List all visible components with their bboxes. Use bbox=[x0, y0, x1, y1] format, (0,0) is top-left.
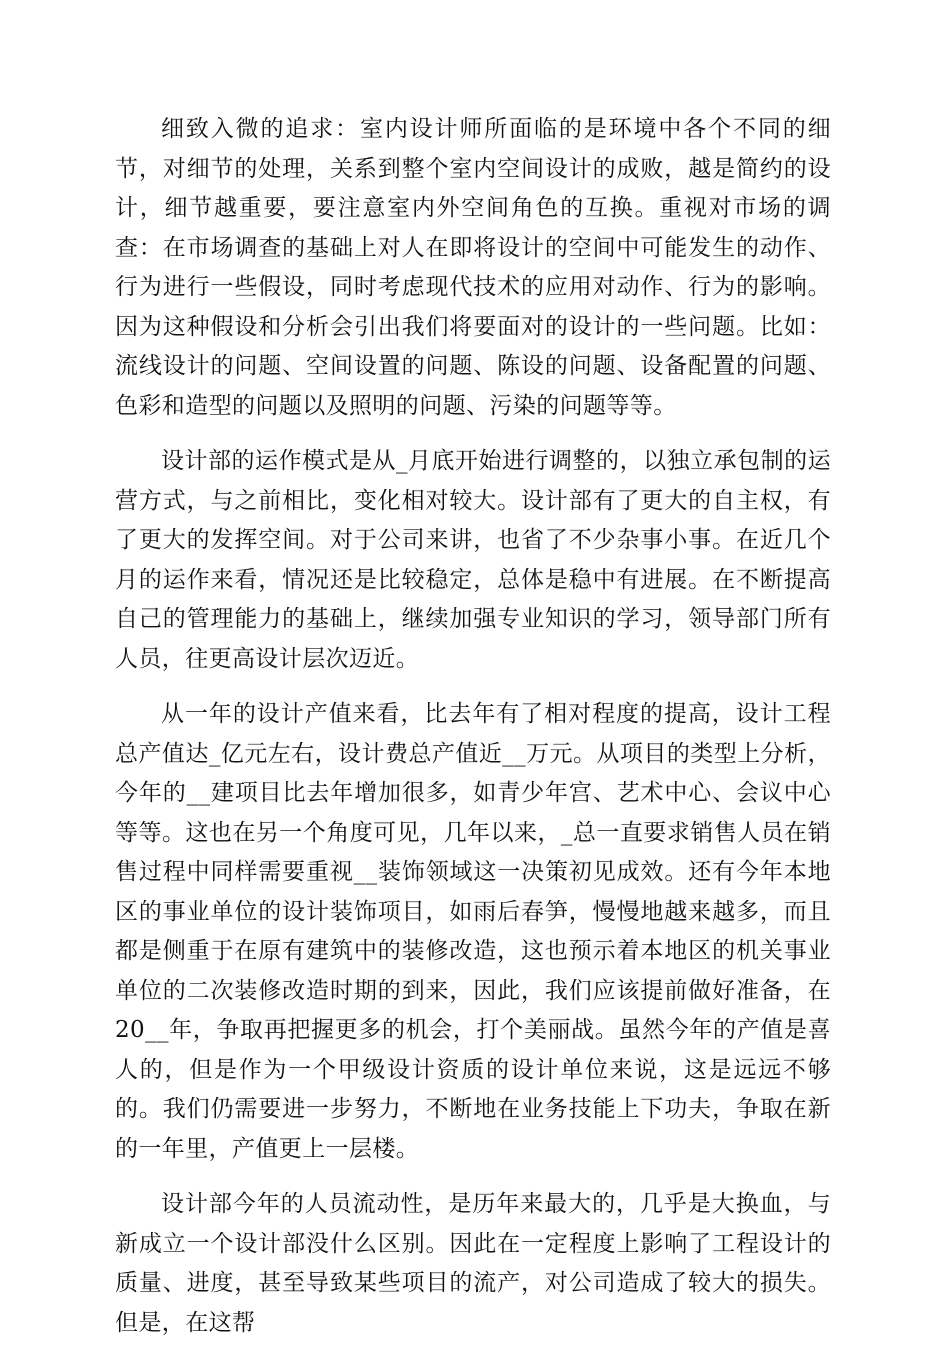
paragraph-design-pursuit: 细致入微的追求：室内设计师所面临的是环境中各个不同的细节，对细节的处理，关系到整个室内空间设计的成败，越是简约的设计，细节越重要，要注意室内外空间角色的互换。重视对市场的调查：在市场调查的基础上对人在即将设计的空间中可能发生的动作、行为进行一些假设，同时考虑现代技术的应用对动作、行为的影响。因为这种假设和分析会引出我们将要面对的设计的一些问题。比如：流线设计的问题、空间设置的问题、陈设的问题、设备配置的问题、色彩和造型的问题以及照明的问题、污染的问题等等。 bbox=[115, 116, 831, 419]
document-body bbox=[115, 110, 831, 1359]
paragraph-staff-turnover: 设计部今年的人员流动性，是历年来最大的，几乎是大换血，与新成立一个设计部没什么区别。因此在一定程度上影响了工程设计的质量、进度，甚至导致某些项目的流产，对公司造成了较大的损失。但是，在这帮 bbox=[115, 1191, 831, 1336]
paragraph-annual-output: 从一年的设计产值来看，比去年有了相对程度的提高，设计工程总产值达_亿元左右，设计费总产值近__万元。从项目的类型上分析，今年的__建项目比去年增加很多，如青少年宫、艺术中心、会议中心等等。这也在另一个角度可见，几年以来，_总一直要求销售人员在销售过程中同样需要重视__装饰领域这一决策初见成效。还有今年本地区的事业单位的设计装饰项目，如雨后春笋，慢慢地越来越多，而且都是侧重于在原有建筑中的装修改造，这也预示着本地区的机关事业单位的二次装修改造时期的到来，因此，我们应该提前做好准备，在20__年，争取再把握更多的机会，打个美丽战。虽然今年的产值是喜人的，但是作为一个甲级设计资质的设计单位来说，这是远远不够的。我们仍需要进一步努力，不断地在业务技能上下功夫，争取在新的一年里，产值更上一层楼。 bbox=[115, 701, 831, 1162]
paragraph-operation-mode: 设计部的运作模式是从_月底开始进行调整的，以独立承包制的运营方式，与之前相比，变化相对较大。设计部有了更大的自主权，有了更大的发挥空间。对于公司来讲，也省了不少杂事小事。在近几个月的运作来看，情况还是比较稳定，总体是稳中有进展。在不断提高自己的管理能力的基础上，继续加强专业知识的学习，领导部门所有人员，往更高设计层次迈近。 bbox=[115, 448, 831, 672]
